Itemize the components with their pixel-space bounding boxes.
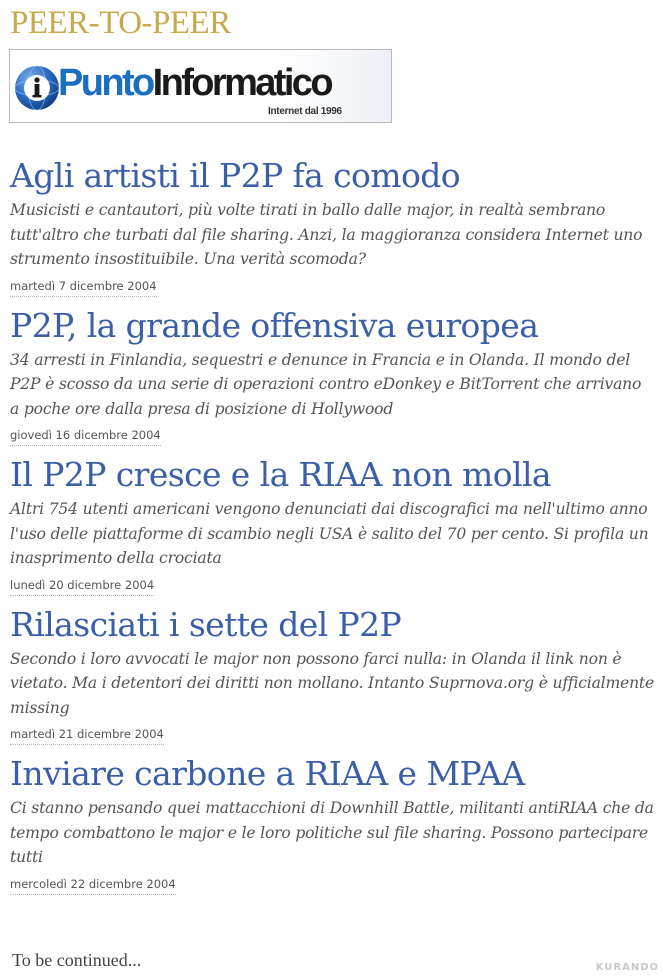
article-date: lunedì 20 dicembre 2004	[10, 577, 154, 596]
article-summary: Altri 754 utenti americani vengono denunciati dai discografici ma nell'ultimo anno l'uso delle piattaforme di scambio negli USA è salito del 70 per cento. Si profila un inasprimento della crociata	[10, 500, 649, 567]
article-date: martedì 7 dicembre 2004	[10, 278, 157, 297]
article-summary: 34 arresti in Finlandia, sequestri e denunce in Francia e in Olanda. Il mondo del P2P è scosso da una serie di operazioni contro eDonkey e BitTorrent che arrivano a poche ore dalla presa di posizione di Hollywood	[10, 350, 642, 418]
article-item	[10, 453, 655, 596]
article-summary: Musicisti e cantautori, più volte tirati in ballo dalle major, in realtà sembrano tutt'altro che turbati dal file sharing. Anzi, la maggioranza considera Internet uno strumento insostituibile. Una verità scomoda?	[10, 201, 643, 268]
article-summary: Secondo i loro avvocati le major non possono farci nulla: in Olanda il link non è vietato. Ma i detentori dei diritti non mollano. Intanto Suprnova.org è ufficialmente missing	[10, 649, 655, 717]
article-item	[10, 304, 655, 447]
article-title-link[interactable]: Agli artisti il P2P fa comodo	[10, 156, 461, 195]
logo-wordmark	[58, 61, 331, 105]
article-list	[10, 154, 655, 902]
to-be-continued-text: To be continued...	[12, 950, 142, 970]
article-title-link[interactable]: Inviare carbone a RIAA e MPAA	[10, 754, 525, 793]
article-item	[10, 154, 655, 297]
punto-informatico-logo[interactable]	[9, 49, 392, 123]
article-item	[10, 752, 655, 895]
logo-brand-part1: Punto	[58, 62, 153, 104]
logo-tagline: Internet dal 1996	[268, 106, 342, 117]
watermark: KURANDO	[595, 962, 659, 973]
article-item	[10, 603, 655, 746]
article-summary: Ci stanno pensando quei mattacchioni di Downhill Battle, militanti antiRIAA che da tempo combattono le major e le loro politiche sul file sharing. Possono partecipare tutti	[10, 799, 654, 866]
article-date: giovedì 16 dicembre 2004	[10, 427, 161, 446]
article-title-link[interactable]: Rilasciati i sette del P2P	[10, 604, 402, 644]
article-date: mercoledì 22 dicembre 2004	[10, 876, 176, 895]
section-title: PEER-TO-PEER	[10, 5, 231, 41]
article-title-link[interactable]: Il P2P cresce e la RIAA non molla	[10, 455, 551, 494]
logo-brand-part2: Informatico	[152, 62, 331, 104]
article-title-link[interactable]: P2P, la grande offensiva europea	[10, 305, 539, 345]
article-date: martedì 21 dicembre 2004	[10, 726, 164, 745]
